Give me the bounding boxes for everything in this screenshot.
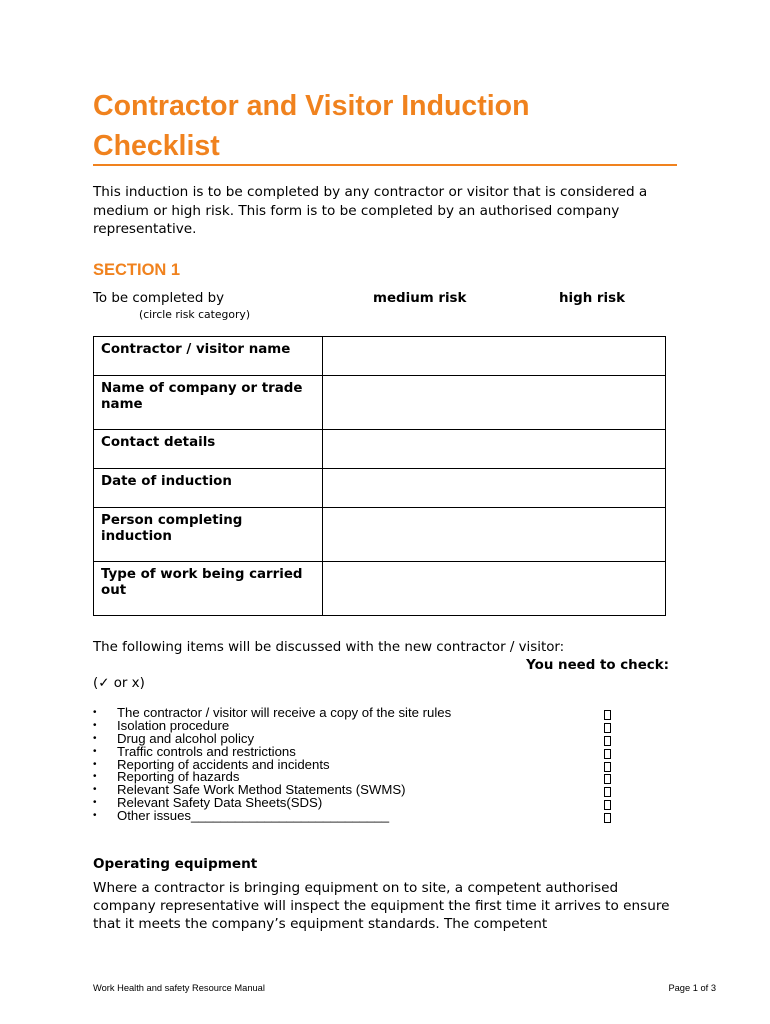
section-1-heading: SECTION 1: [93, 261, 181, 279]
table-row: [94, 376, 666, 430]
checkbox[interactable]: [604, 762, 611, 772]
checkbox[interactable]: [604, 813, 611, 823]
operating-equipment-paragraph: Where a contractor is bringing equipment on to site, a competent authorised company representative will inspect the equipment the first time it arrives to ensure that it meets the company’s equipment standards. The competent: [93, 880, 670, 933]
title-line-1: Contractor and Visitor Induction: [93, 90, 530, 122]
type-of-work-field[interactable]: [323, 562, 666, 616]
checkbox[interactable]: [604, 800, 611, 810]
footer-page-number: Page 1 of 3: [668, 983, 716, 993]
list-item-label: Reporting of accidents and incidents: [117, 756, 330, 772]
table-row: [94, 562, 666, 616]
list-item-label: Traffic controls and restrictions: [117, 743, 296, 759]
field-label: Type of work being carried out: [94, 562, 323, 616]
field-label: Name of company or trade name: [94, 376, 323, 430]
contractor-name-field[interactable]: [323, 337, 666, 376]
bullet-icon: •: [93, 784, 97, 796]
contact-details-field[interactable]: [323, 430, 666, 469]
bullet-icon: •: [93, 732, 97, 744]
field-label: Contact details: [94, 430, 323, 469]
bullet-icon: •: [93, 719, 97, 731]
to-be-completed-label: To be completed by: [93, 291, 225, 306]
bullet-icon: •: [93, 797, 97, 809]
checkbox[interactable]: [604, 723, 611, 733]
title-divider: [93, 164, 677, 166]
checklist-intro: The following items will be discussed with the new contractor / visitor:: [93, 640, 565, 655]
title-line-2: Checklist: [93, 130, 220, 162]
bullet-icon: •: [93, 745, 97, 757]
list-item-label: The contractor / visitor will receive a copy of the site rules: [117, 705, 452, 720]
list-item-label: Isolation procedure: [117, 717, 230, 733]
induction-date-field[interactable]: [323, 469, 666, 508]
induction-details-table: [93, 336, 666, 616]
checkbox[interactable]: [604, 736, 611, 746]
bullet-icon: •: [93, 810, 97, 822]
intro-paragraph: This induction is to be completed by any contractor or visitor that is considered a medium or high risk. This form is to be completed by an authorised company representative.: [93, 184, 648, 237]
checkbox[interactable]: [604, 749, 611, 759]
table-row: [94, 430, 666, 469]
table-row: [94, 337, 666, 376]
table-row: [94, 469, 666, 508]
checkbox[interactable]: [604, 787, 611, 797]
list-item-label: Other issues___________________________: [117, 808, 390, 824]
company-name-field[interactable]: [323, 376, 666, 430]
bullet-icon: •: [93, 707, 97, 718]
field-label: Date of induction: [94, 469, 323, 508]
checkbox[interactable]: [604, 774, 611, 784]
footer-manual-title: Work Health and safety Resource Manual: [93, 983, 265, 993]
field-label: Person completing induction: [94, 508, 323, 562]
field-label: Contractor / visitor name: [94, 337, 323, 376]
list-item-label: Reporting of hazards: [117, 769, 240, 785]
need-to-check-heading: You need to check:: [526, 658, 669, 673]
risk-option-high[interactable]: high risk: [559, 291, 625, 306]
bullet-icon: •: [93, 758, 97, 770]
list-item-label: Drug and alcohol policy: [117, 730, 255, 746]
list-item-label: Relevant Safety Data Sheets(SDS): [117, 795, 323, 811]
checkbox[interactable]: [604, 710, 611, 720]
tick-or-cross-note: (✓ or x): [93, 676, 145, 691]
checklist-items: [93, 707, 613, 823]
list-item-label: Relevant Safe Work Method Statements (SWMS): [117, 782, 406, 798]
document-title: [93, 86, 677, 166]
table-row: [94, 508, 666, 562]
risk-option-medium[interactable]: medium risk: [373, 291, 467, 306]
risk-category-note: (circle risk category): [139, 308, 251, 321]
operating-equipment-heading: Operating equipment: [93, 856, 258, 872]
list-item: [93, 810, 613, 823]
person-completing-field[interactable]: [323, 508, 666, 562]
bullet-icon: •: [93, 771, 97, 783]
